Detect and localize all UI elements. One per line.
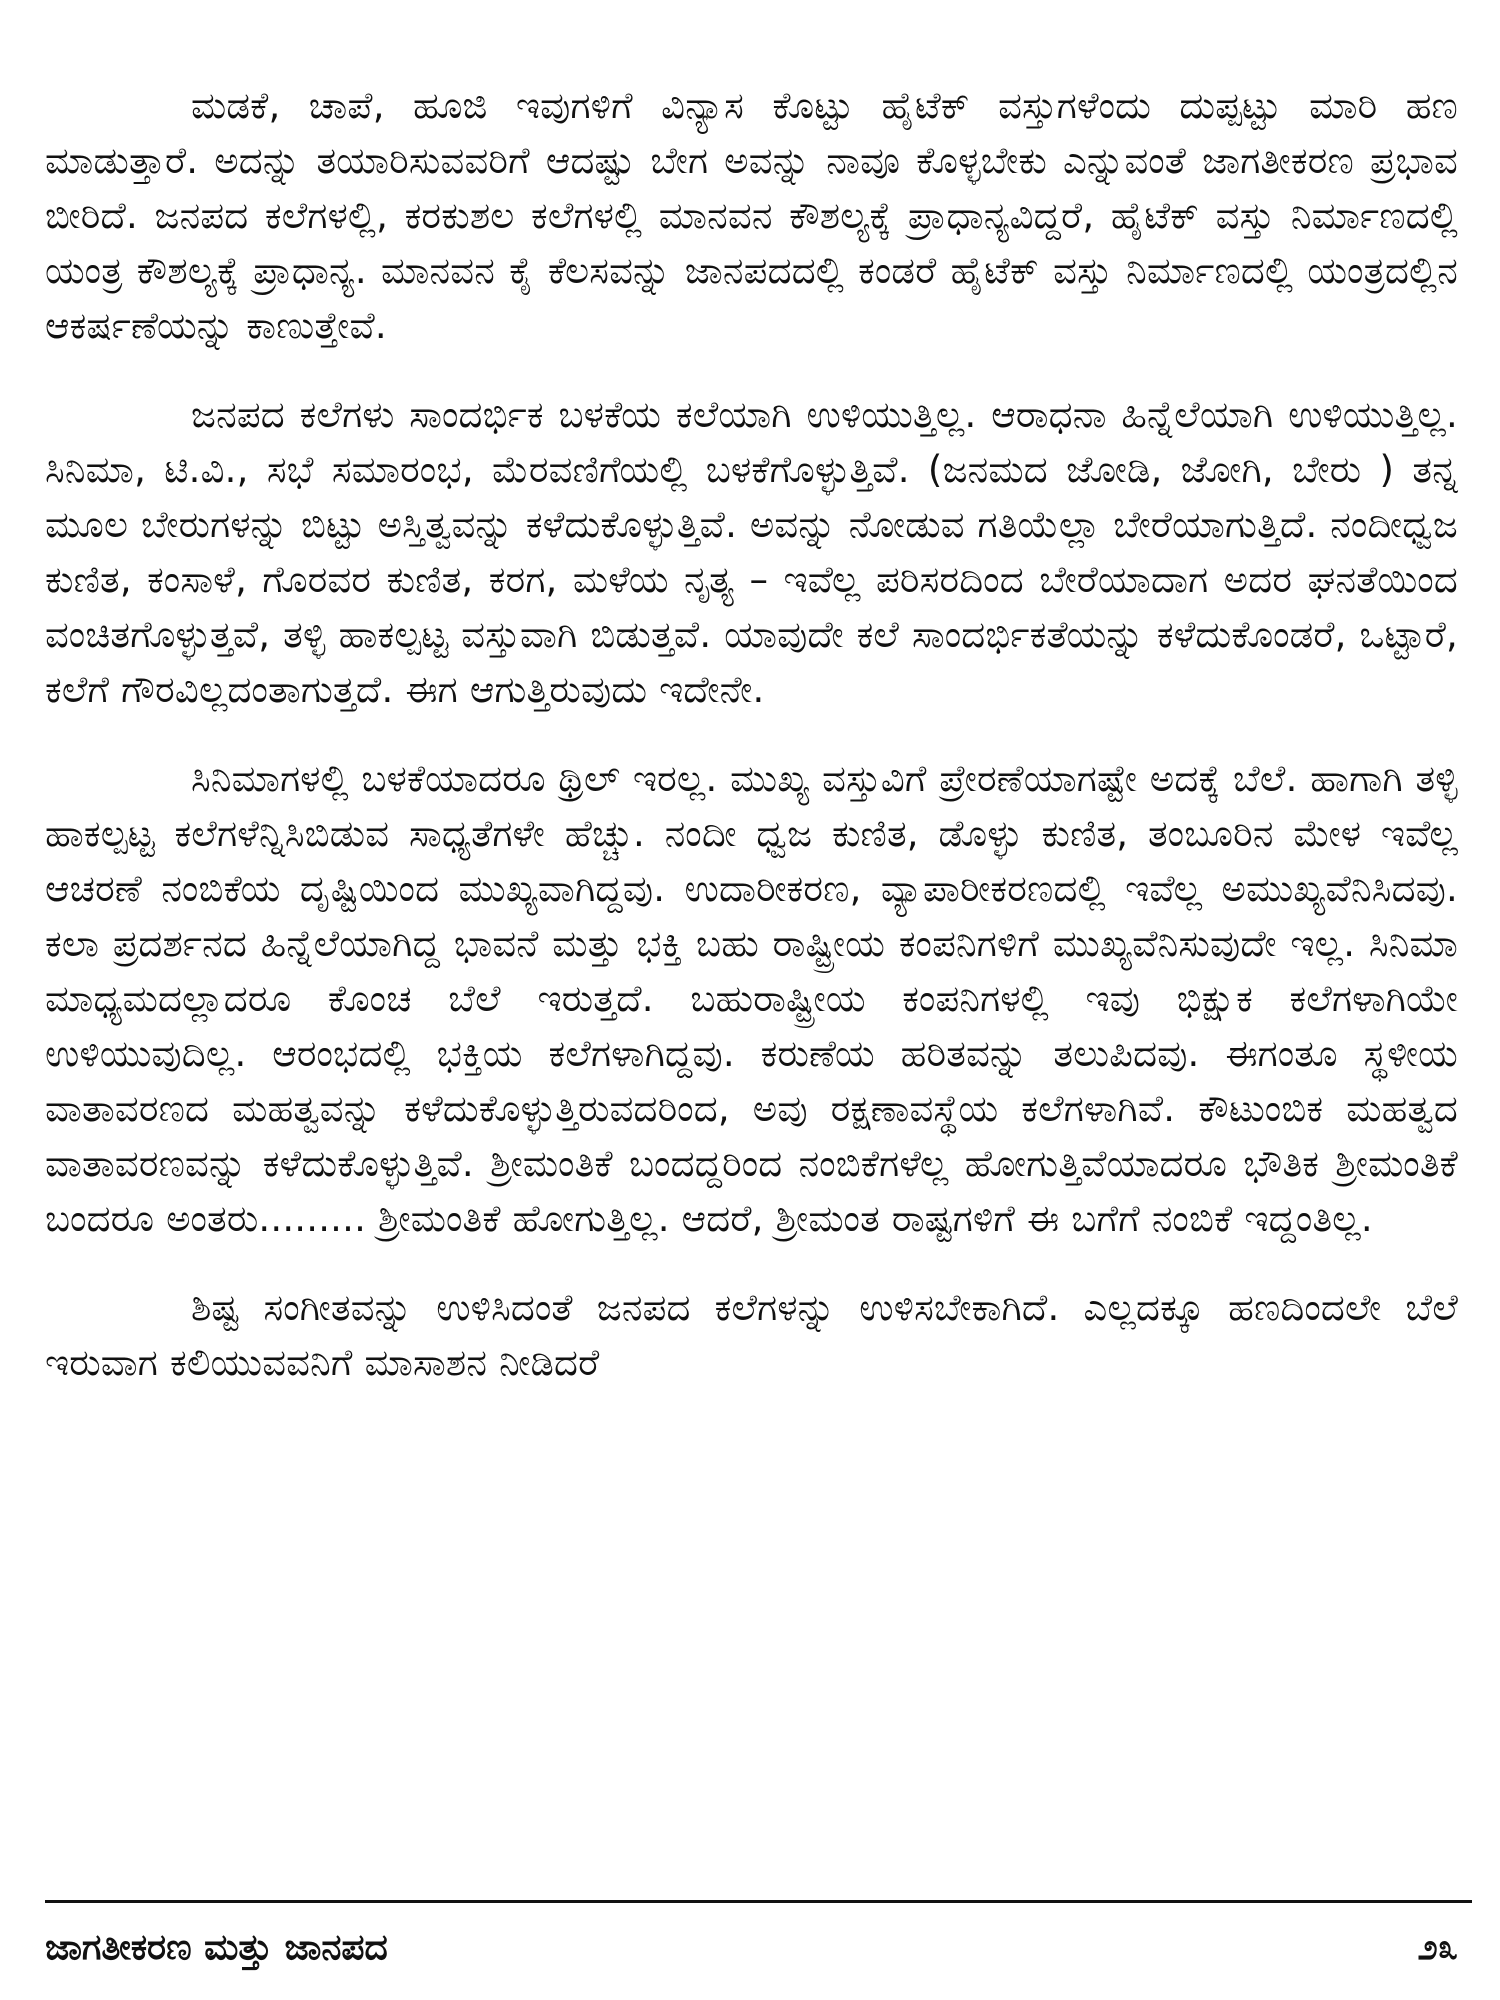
footer-divider bbox=[45, 1900, 1472, 1903]
page-footer bbox=[45, 1918, 1458, 1978]
running-title: ಜಾಗತೀಕರಣ ಮತ್ತು ಜಾನಪದ bbox=[45, 1927, 388, 1968]
body-text bbox=[45, 78, 1458, 1390]
paragraph-3: ಸಿನಿಮಾಗಳಲ್ಲಿ ಬಳಕೆಯಾದರೂ ಥ್ರಿಲ್ ಇರಲ್ಲ. ಮುಖ್ಯ ವಸ್ತುವಿಗೆ ಪ್ರೇರಣೆಯಾಗಷ್ಟೇ ಅದಕ್ಕೆ ಬೆಲೆ. ಹಾಗಾಗಿ ತಳ್ಳಿ ಹಾಕಲ್ಪಟ್ಟ ಕಲೆಗಳೆನ್ನಿಸಿಬಿಡುವ ಸಾಧ್ಯತೆಗಳೇ ಹೆಚ್ಚು. ನಂದೀ ಧ್ವಜ ಕುಣಿತ, ಡೊಳ್ಳು ಕುಣಿತ, ತಂಬೂರಿನ ಮೇಳ ಇವೆಲ್ಲ ಆಚರಣೆ ನಂಬಿಕೆಯ ದೃಷ್ಟಿಯಿಂದ ಮುಖ್ಯವಾಗಿದ್ದವು. ಉದಾರೀಕರಣ, ವ್ಯಾಪಾರೀಕರಣದಲ್ಲಿ ಇವೆಲ್ಲ ಅಮುಖ್ಯವೆನಿಸಿದವು. ಕಲಾ ಪ್ರದರ್ಶನದ ಹಿನ್ನೆಲೆಯಾಗಿದ್ದ ಭಾವನೆ ಮತ್ತು ಭಕ್ತಿ ಬಹು ರಾಷ್ಟ್ರೀಯ ಕಂಪನಿಗಳಿಗೆ ಮುಖ್ಯವೆನಿಸುವುದೇ ಇಲ್ಲ. ಸಿನಿಮಾ ಮಾಧ್ಯಮದಲ್ಲಾದರೂ ಕೊಂಚ ಬೆಲೆ ಇರುತ್ತದೆ. ಬಹುರಾಷ್ಟ್ರೀಯ ಕಂಪನಿಗಳಲ್ಲಿ ಇವು ಭಿಕ್ಷುಕ ಕಲೆಗಳಾಗಿಯೇ ಉಳಿಯುವುದಿಲ್ಲ. ಆರಂಭದಲ್ಲಿ ಭಕ್ತಿಯ ಕಲೆಗಳಾಗಿದ್ದವು. ಕರುಣೆಯ ಹರಿತವನ್ನು ತಲುಪಿದವು. ಈಗಂತೂ ಸ್ಥಳೀಯ ವಾತಾವರಣದ ಮಹತ್ವವನ್ನು ಕಳೆದುಕೊಳ್ಳುತ್ತಿರುವದರಿಂದ, ಅವು ರಕ್ಷಣಾವಸ್ಥೆಯ ಕಲೆಗಳಾಗಿವೆ. ಕೌಟುಂಬಿಕ ಮಹತ್ವದ ವಾತಾವರಣವನ್ನು ಕಳೆದುಕೊಳ್ಳುತ್ತಿವೆ. ಶ್ರೀಮಂತಿಕೆ ಬಂದದ್ದರಿಂದ ನಂಬಿಕೆಗಳೆಲ್ಲ ಹೋಗುತ್ತಿವೆಯಾದರೂ ಭೌತಿಕ ಶ್ರೀಮಂತಿಕೆ ಬಂದರೂ ಅಂತರು......... ಶ್ರೀಮಂತಿಕೆ ಹೋಗುತ್ತಿಲ್ಲ. ಆದರೆ, ಶ್ರೀಮಂತ ರಾಷ್ಟಗಳಿಗೆ ಈ ಬಗೆಗೆ ನಂಬಿಕೆ ಇದ್ದಂತಿಲ್ಲ. bbox=[45, 757, 1458, 1240]
paragraph-4: ಶಿಷ್ಟ ಸಂಗೀತವನ್ನು ಉಳಿಸಿದಂತೆ ಜನಪದ ಕಲೆಗಳನ್ನು ಉಳಿಸಬೇಕಾಗಿದೆ. ಎಲ್ಲದಕ್ಕೂ ಹಣದಿಂದಲೇ ಬೆಲೆ ಇರುವಾಗ ಕಲಿಯುವವನಿಗೆ ಮಾಸಾಶನ ನೀಡಿದರೆ bbox=[45, 1286, 1458, 1384]
paragraph-1: ಮಡಕೆ, ಚಾಪೆ, ಹೂಜಿ ಇವುಗಳಿಗೆ ವಿನ್ಯಾಸ ಕೊಟ್ಟು ಹೈಟೆಕ್ ವಸ್ತುಗಳೆಂದು ದುಪ್ಪಟ್ಟು ಮಾರಿ ಹಣ ಮಾಡುತ್ತಾರೆ. ಅದನ್ನು ತಯಾರಿಸುವವರಿಗೆ ಆದಷ್ಟು ಬೇಗ ಅವನ್ನು ನಾವೂ ಕೊಳ್ಳಬೇಕು ಎನ್ನುವಂತೆ ಜಾಗತೀಕರಣ ಪ್ರಭಾವ ಬೀರಿದೆ. ಜನಪದ ಕಲೆಗಳಲ್ಲಿ, ಕರಕುಶಲ ಕಲೆಗಳಲ್ಲಿ ಮಾನವನ ಕೌಶಲ್ಯಕ್ಕೆ ಪ್ರಾಧಾನ್ಯವಿದ್ದರೆ, ಹೈಟೆಕ್ ವಸ್ತು ನಿರ್ಮಾಣದಲ್ಲಿ ಯಂತ್ರ ಕೌಶಲ್ಯಕ್ಕೆ ಪ್ರಾಧಾನ್ಯ. ಮಾನವನ ಕೈ ಕೆಲಸವನ್ನು ಜಾನಪದದಲ್ಲಿ ಕಂಡರೆ ಹೈಟೆಕ್ ವಸ್ತು ನಿರ್ಮಾಣದಲ್ಲಿ ಯಂತ್ರದಲ್ಲಿನ ಆಕರ್ಷಣೆಯನ್ನು ಕಾಣುತ್ತೇವೆ. bbox=[45, 84, 1458, 347]
paragraph-2: ಜನಪದ ಕಲೆಗಳು ಸಾಂದರ್ಭಿಕ ಬಳಕೆಯ ಕಲೆಯಾಗಿ ಉಳಿಯುತ್ತಿಲ್ಲ. ಆರಾಧನಾ ಹಿನ್ನೆಲೆಯಾಗಿ ಉಳಿಯುತ್ತಿಲ್ಲ. ಸಿನಿಮಾ, ಟಿ.ವಿ., ಸಭೆ ಸಮಾರಂಭ, ಮೆರವಣಿಗೆಯಲ್ಲಿ ಬಳಕೆಗೊಳ್ಳುತ್ತಿವೆ. (ಜನಮದ ಜೋಡಿ, ಜೋಗಿ, ಬೇರು ) ತನ್ನ ಮೂಲ ಬೇರುಗಳನ್ನು ಬಿಟ್ಟು ಅಸ್ತಿತ್ವವನ್ನು ಕಳೆದುಕೊಳ್ಳುತ್ತಿವೆ. ಅವನ್ನು ನೋಡುವ ಗತಿಯೆಲ್ಲಾ ಬೇರೆಯಾಗುತ್ತಿದೆ. ನಂದೀಧ್ವಜ ಕುಣಿತ, ಕಂಸಾಳೆ, ಗೊರವರ ಕುಣಿತ, ಕರಗ, ಮಳೆಯ ನೃತ್ಯ – ಇವೆಲ್ಲ ಪರಿಸರದಿಂದ ಬೇರೆಯಾದಾಗ ಅದರ ಘನತೆಯಿಂದ ವಂಚಿತಗೊಳ್ಳುತ್ತವೆ, ತಳ್ಳಿ ಹಾಕಲ್ಪಟ್ಟ ವಸ್ತುವಾಗಿ ಬಿಡುತ್ತವೆ. ಯಾವುದೇ ಕಲೆ ಸಾಂದರ್ಭಿಕತೆಯನ್ನು ಕಳೆದುಕೊಂಡರೆ, ಒಟ್ಟಾರೆ, ಕಲೆಗೆ ಗೌರವಿಲ್ಲದಂತಾಗುತ್ತದೆ. ಈಗ ಆಗುತ್ತಿರುವುದು ಇದೇನೇ. bbox=[45, 393, 1458, 711]
page-number: ೨೩ bbox=[1417, 1927, 1458, 1968]
